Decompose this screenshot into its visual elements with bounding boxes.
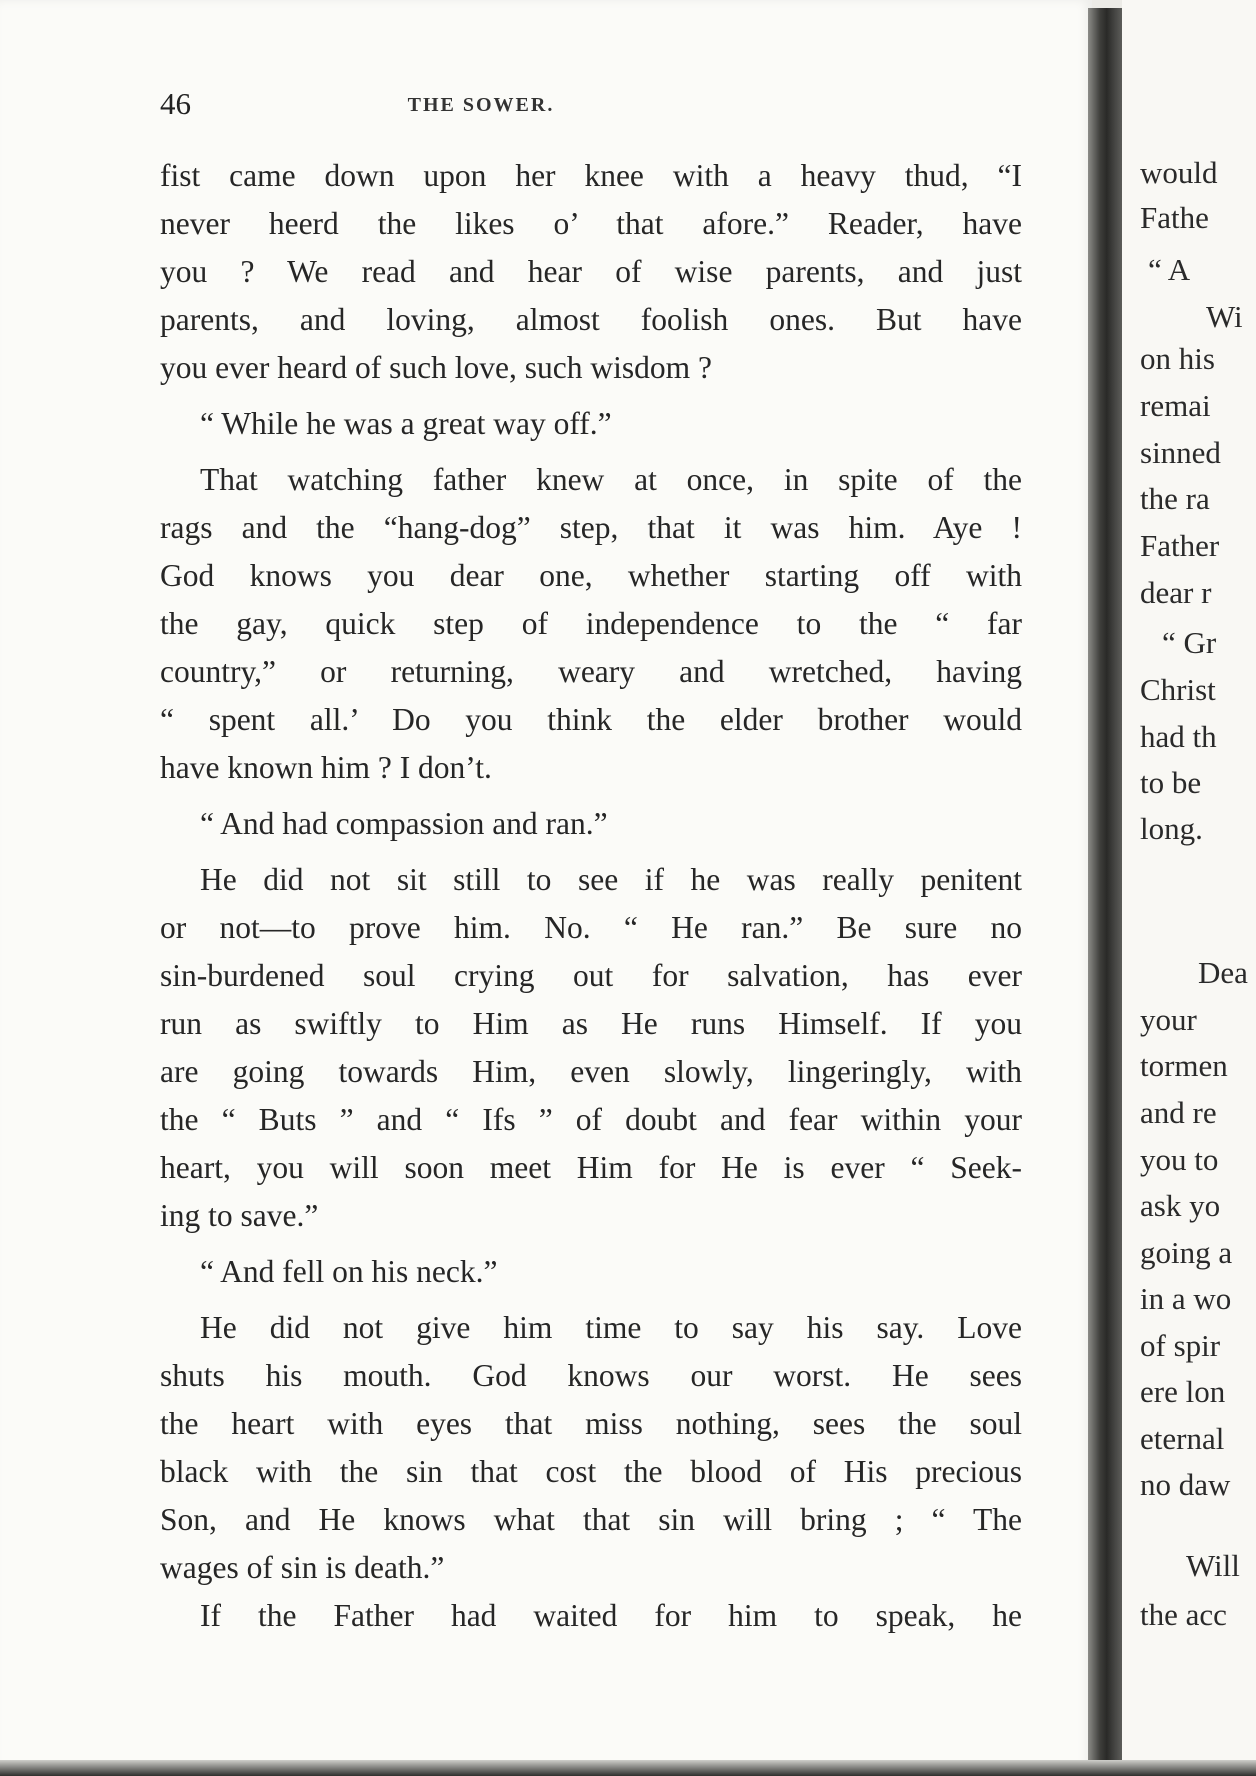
text-line: the “ Buts ” and “ Ifs ” of doubt and fear within your xyxy=(160,1102,1022,1137)
right-page-line: eternal xyxy=(1140,1421,1225,1456)
right-page-line: ere lon xyxy=(1140,1374,1226,1409)
text-line: the heart with eyes that miss nothing, sees the soul xyxy=(160,1406,1022,1441)
page-header xyxy=(160,86,1022,126)
text-line: you ? We read and hear of wise parents, and just xyxy=(160,254,1022,289)
right-page-line: and re xyxy=(1140,1095,1217,1130)
right-page-line: “ Gr xyxy=(1162,625,1217,660)
right-page-line: in a wo xyxy=(1140,1281,1232,1316)
right-page-line: no daw xyxy=(1140,1467,1231,1502)
text-line: fist came down upon her knee with a heavy thud, “I xyxy=(160,158,1022,193)
right-page xyxy=(1122,0,1256,1776)
text-line: God knows you dear one, whether starting off with xyxy=(160,558,1022,593)
book-gutter xyxy=(1088,8,1122,1776)
right-page-line: had th xyxy=(1140,719,1217,754)
right-page-line: dear r xyxy=(1140,575,1212,610)
text-line: shuts his mouth. God knows our worst. He sees xyxy=(160,1358,1022,1393)
right-page-line: the acc xyxy=(1140,1597,1227,1632)
right-page-line: long. xyxy=(1140,811,1203,846)
text-line: Son, and He knows what that sin will bring ; “ The xyxy=(160,1502,1022,1537)
text-line: country,” or returning, weary and wretched, having xyxy=(160,654,1022,689)
text-line: He did not sit still to see if he was really penitent xyxy=(200,862,1022,897)
text-line: “ spent all.’ Do you think the elder brother would xyxy=(160,702,1022,737)
text-line: “ And fell on his neck.” xyxy=(200,1254,498,1289)
running-head: THE SOWER. xyxy=(407,94,555,116)
right-page-line: Father xyxy=(1140,528,1220,563)
text-line: or not—to prove him. No. “ He ran.” Be sure no xyxy=(160,910,1022,945)
right-page-line: Christ xyxy=(1140,672,1216,707)
text-line: the gay, quick step of independence to the “ far xyxy=(160,606,1022,641)
right-page-line: tormen xyxy=(1140,1048,1228,1083)
right-page-line: Fathe xyxy=(1140,200,1209,235)
right-page-line: your xyxy=(1140,1002,1197,1037)
text-line: “ While he was a great way off.” xyxy=(200,406,612,441)
right-page-line: “ A xyxy=(1148,252,1191,287)
text-line: That watching father knew at once, in spite of the xyxy=(200,462,1022,497)
right-page-line: going a xyxy=(1140,1235,1233,1270)
right-page-line: the ra xyxy=(1140,481,1210,516)
text-line: run as swiftly to Him as He runs Himself. If you xyxy=(160,1006,1022,1041)
text-line: wages of sin is death.” xyxy=(160,1550,445,1585)
right-page-line: would xyxy=(1140,155,1218,190)
text-line: black with the sin that cost the blood of His precious xyxy=(160,1454,1022,1489)
text-line: have known him ? I don’t. xyxy=(160,750,492,785)
page-number: 46 xyxy=(160,86,191,121)
right-page-line: Will xyxy=(1186,1548,1240,1583)
text-line: heart, you will soon meet Him for He is ever “ Seek- xyxy=(160,1150,1022,1185)
right-page-line: to be xyxy=(1140,765,1202,800)
right-page-line: sinned xyxy=(1140,435,1221,470)
text-line: parents, and loving, almost foolish ones. But have xyxy=(160,302,1022,337)
page-bottom-edge xyxy=(0,1760,1256,1776)
text-line: “ And had compassion and ran.” xyxy=(200,806,608,841)
text-line: ing to save.” xyxy=(160,1198,319,1233)
text-line: never heerd the likes o’ that afore.” Reader, have xyxy=(160,206,1022,241)
right-page-line: ask yo xyxy=(1140,1188,1221,1223)
text-line: If the Father had waited for him to speak, he xyxy=(200,1598,1022,1633)
text-line: He did not give him time to say his say. Love xyxy=(200,1310,1022,1345)
text-line: sin-burdened soul crying out for salvation, has ever xyxy=(160,958,1022,993)
right-page-line: remai xyxy=(1140,388,1211,423)
right-page-line: you to xyxy=(1140,1142,1219,1177)
right-page-line: Dea xyxy=(1198,955,1248,990)
text-line: are going towards Him, even slowly, lingeringly, with xyxy=(160,1054,1022,1089)
right-page-line: of spir xyxy=(1140,1328,1221,1363)
right-page-line: on his xyxy=(1140,341,1215,376)
text-line: you ever heard of such love, such wisdom ? xyxy=(160,350,712,385)
right-page-line: Wi xyxy=(1206,299,1243,334)
text-line: rags and the “hang-dog” step, that it was him. Aye ! xyxy=(160,510,1022,545)
